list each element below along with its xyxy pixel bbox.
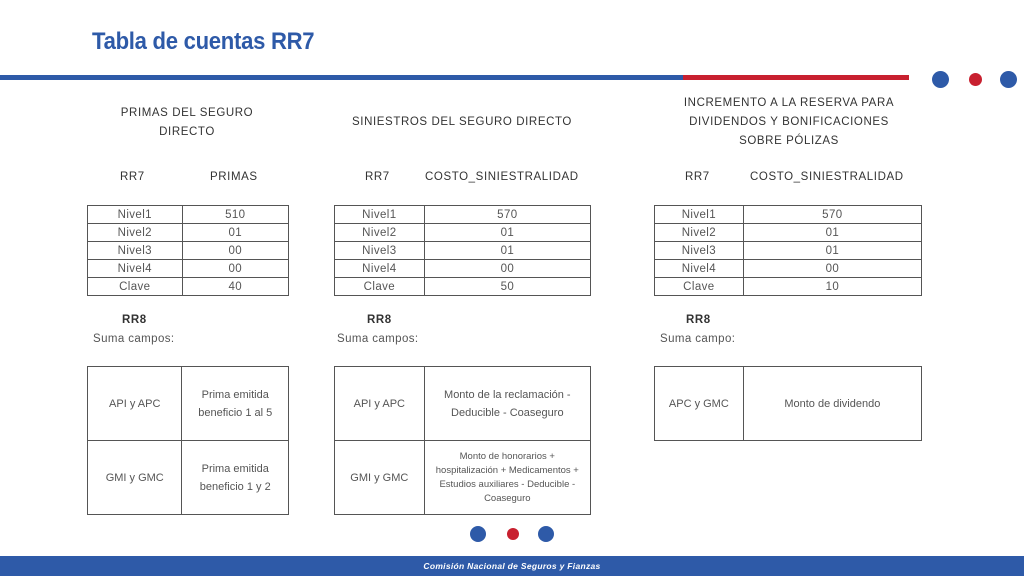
formula-value: Prima emitida beneficio 1 al 5	[182, 367, 289, 441]
column-label-rr7: RR7	[365, 171, 390, 183]
level-name: Nivel3	[335, 242, 425, 260]
level-name: Nivel4	[335, 260, 425, 278]
decor-dot-blue-right	[538, 526, 554, 542]
table-row	[335, 441, 591, 515]
header-line: PRIMAS DEL SEGURO	[120, 107, 254, 119]
table-row	[88, 206, 289, 224]
footer-bar	[0, 556, 1024, 576]
formula-table-primas	[87, 366, 289, 515]
level-value: 10	[743, 278, 921, 296]
table-row	[655, 367, 922, 441]
formula-value: Monto de la reclamación - Deducible - Coaseguro	[424, 367, 590, 441]
decor-dot-blue-right	[1000, 71, 1017, 88]
level-name: Clave	[88, 278, 183, 296]
levels-table-primas	[87, 205, 289, 296]
table-row	[335, 278, 591, 296]
level-value: 01	[424, 242, 590, 260]
column-label-costo-siniestralidad: COSTO_SINIESTRALIDAD	[750, 171, 904, 183]
levels-table-siniestros	[334, 205, 591, 296]
table-row	[335, 242, 591, 260]
level-value: 50	[424, 278, 590, 296]
level-name: Nivel2	[88, 224, 183, 242]
level-value: 01	[743, 242, 921, 260]
formula-key: GMI y GMC	[335, 441, 425, 515]
table-row	[88, 367, 289, 441]
header-line: DIVIDENDOS Y BONIFICACIONES	[689, 116, 889, 128]
formula-value: Prima emitida beneficio 1 y 2	[182, 441, 289, 515]
suma-campos-label: Suma campos:	[93, 333, 175, 345]
formula-value: Monto de honorarios + hospitalización + Medicamentos + Estudios auxiliares - Deducible - Coaseguro	[424, 441, 590, 515]
level-value: 01	[182, 224, 288, 242]
column-label-costo-siniestralidad: COSTO_SINIESTRALIDAD	[425, 171, 579, 183]
header-line: INCREMENTO A LA RESERVA PARA	[683, 97, 895, 109]
table-row	[88, 242, 289, 260]
column-label-rr7: RR7	[685, 171, 710, 183]
level-value: 40	[182, 278, 288, 296]
table-row	[88, 441, 289, 515]
level-name: Nivel1	[655, 206, 744, 224]
table-row	[335, 367, 591, 441]
level-value: 510	[182, 206, 288, 224]
level-name: Nivel1	[88, 206, 183, 224]
suma-campo-label: Suma campo:	[660, 333, 736, 345]
table-row	[655, 278, 922, 296]
level-name: Clave	[655, 278, 744, 296]
level-value: 00	[424, 260, 590, 278]
table-row	[335, 206, 591, 224]
table-row	[88, 224, 289, 242]
level-name: Nivel2	[655, 224, 744, 242]
table-row	[655, 206, 922, 224]
rr8-label: RR8	[686, 314, 711, 326]
level-value: 01	[424, 224, 590, 242]
level-name: Nivel4	[88, 260, 183, 278]
level-name: Nivel2	[335, 224, 425, 242]
footer-text: Comisión Nacional de Seguros y Fianzas	[423, 561, 601, 571]
table-row	[335, 224, 591, 242]
table-row	[88, 260, 289, 278]
formula-table-dividendos	[654, 366, 922, 441]
decor-dot-blue-left	[470, 526, 486, 542]
section-dividendos-header	[655, 94, 923, 151]
decor-dot-red	[507, 528, 519, 540]
level-name: Nivel4	[655, 260, 744, 278]
formula-value: Monto de dividendo	[743, 367, 921, 441]
rr8-label: RR8	[122, 314, 147, 326]
section-siniestros-header	[334, 113, 590, 132]
level-name: Nivel3	[655, 242, 744, 260]
column-label-rr7: RR7	[120, 171, 145, 183]
table-row	[335, 260, 591, 278]
header-line: SOBRE PÓLIZAS	[739, 135, 839, 147]
header-rule-red	[683, 75, 909, 80]
table-row	[655, 224, 922, 242]
table-row	[88, 278, 289, 296]
formula-key: API y APC	[88, 367, 182, 441]
formula-key: API y APC	[335, 367, 425, 441]
formula-table-siniestros	[334, 366, 591, 515]
column-label-primas: PRIMAS	[210, 171, 258, 183]
suma-campos-label: Suma campos:	[337, 333, 419, 345]
page-title: Tabla de cuentas RR7	[92, 28, 315, 55]
level-value: 01	[743, 224, 921, 242]
table-row	[655, 242, 922, 260]
header-line: SINIESTROS DEL SEGURO DIRECTO	[352, 116, 572, 128]
table-row	[655, 260, 922, 278]
formula-key: APC y GMC	[655, 367, 744, 441]
level-value: 00	[182, 260, 288, 278]
decor-dot-blue-left	[932, 71, 949, 88]
levels-table-dividendos	[654, 205, 922, 296]
rr8-label: RR8	[367, 314, 392, 326]
level-value: 570	[743, 206, 921, 224]
level-value: 00	[743, 260, 921, 278]
level-value: 00	[182, 242, 288, 260]
header-line: DIRECTO	[159, 126, 215, 138]
decor-dot-red	[969, 73, 982, 86]
formula-key: GMI y GMC	[88, 441, 182, 515]
level-name: Nivel1	[335, 206, 425, 224]
level-value: 570	[424, 206, 590, 224]
level-name: Clave	[335, 278, 425, 296]
level-name: Nivel3	[88, 242, 183, 260]
section-primas-header	[92, 104, 282, 142]
header-rule-blue	[0, 75, 683, 80]
